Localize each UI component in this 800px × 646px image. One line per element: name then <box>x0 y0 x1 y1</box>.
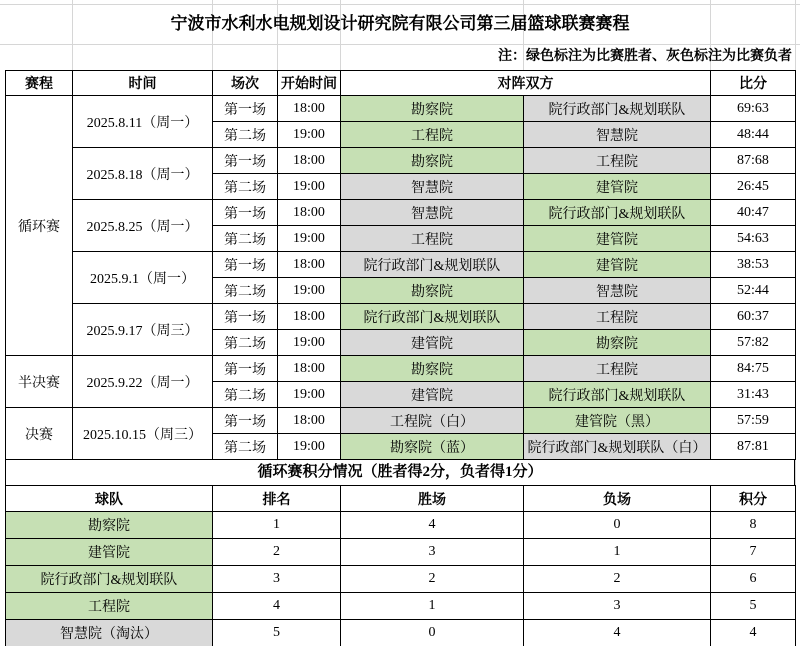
wins-cell: 3 <box>341 539 524 566</box>
game-cell: 第二场 <box>213 226 278 252</box>
team-a-cell: 工程院 <box>341 122 524 148</box>
score-cell: 69:63 <box>711 96 796 122</box>
schedule-header-row <box>6 71 796 96</box>
team-a-cell: 建管院 <box>341 382 524 408</box>
score-cell: 54:63 <box>711 226 796 252</box>
schedule-row <box>6 408 796 434</box>
schedule-row <box>6 356 796 382</box>
score-cell: 60:37 <box>711 304 796 330</box>
rank-cell: 1 <box>213 512 341 539</box>
date-cell: 2025.10.15（周三） <box>73 408 213 460</box>
header-points: 积分 <box>711 486 796 512</box>
header-rank: 排名 <box>213 486 341 512</box>
team-b-cell: 勘察院 <box>524 330 711 356</box>
time-cell: 19:00 <box>278 330 341 356</box>
team-a-cell: 勘察院 <box>341 278 524 304</box>
team-b-cell: 院行政部门&规划联队 <box>524 200 711 226</box>
team-b-cell: 院行政部门&规划联队（白） <box>524 434 711 460</box>
standings-row <box>6 512 796 539</box>
game-cell: 第二场 <box>213 382 278 408</box>
team-b-cell: 建管院 <box>524 252 711 278</box>
score-cell: 52:44 <box>711 278 796 304</box>
date-cell: 2025.9.22（周一） <box>73 356 213 408</box>
schedule-row <box>6 304 796 330</box>
team-a-cell: 勘察院 <box>341 356 524 382</box>
time-cell: 18:00 <box>278 408 341 434</box>
schedule-row <box>6 96 796 122</box>
team-b-cell: 工程院 <box>524 148 711 174</box>
losses-cell: 2 <box>524 566 711 593</box>
score-cell: 84:75 <box>711 356 796 382</box>
rank-cell: 4 <box>213 593 341 620</box>
standings-table <box>5 485 796 646</box>
team-cell: 智慧院（淘汰） <box>6 620 213 646</box>
standings-section-title: 循环赛积分情况（胜者得2分，负者得1分） <box>5 459 795 486</box>
losses-cell: 1 <box>524 539 711 566</box>
standings-row <box>6 593 796 620</box>
team-b-cell: 院行政部门&规划联队 <box>524 96 711 122</box>
time-cell: 19:00 <box>278 382 341 408</box>
score-cell: 26:45 <box>711 174 796 200</box>
date-cell: 2025.9.17（周三） <box>73 304 213 356</box>
page-title: 宁波市水利水电规划设计研究院有限公司第三届篮球联赛赛程 <box>170 14 630 33</box>
header-date: 时间 <box>73 71 213 96</box>
team-a-cell: 智慧院 <box>341 174 524 200</box>
schedule-row <box>6 200 796 226</box>
team-a-cell: 院行政部门&规划联队 <box>341 252 524 278</box>
score-cell: 40:47 <box>711 200 796 226</box>
time-cell: 18:00 <box>278 304 341 330</box>
game-cell: 第一场 <box>213 356 278 382</box>
score-cell: 87:81 <box>711 434 796 460</box>
team-a-cell: 院行政部门&规划联队 <box>341 304 524 330</box>
team-a-cell: 勘察院 <box>341 148 524 174</box>
game-cell: 第一场 <box>213 304 278 330</box>
schedule-row <box>6 148 796 174</box>
time-cell: 18:00 <box>278 96 341 122</box>
time-cell: 18:00 <box>278 356 341 382</box>
rank-cell: 5 <box>213 620 341 646</box>
losses-cell: 3 <box>524 593 711 620</box>
stage-cell: 循环赛 <box>6 96 73 356</box>
team-a-cell: 工程院（白） <box>341 408 524 434</box>
game-cell: 第二场 <box>213 174 278 200</box>
date-cell: 2025.8.11（周一） <box>73 96 213 148</box>
stage-cell: 半决赛 <box>6 356 73 408</box>
score-cell: 57:59 <box>711 408 796 434</box>
losses-cell: 0 <box>524 512 711 539</box>
standings-row <box>6 620 796 646</box>
header-score: 比分 <box>711 71 796 96</box>
time-cell: 19:00 <box>278 226 341 252</box>
time-cell: 18:00 <box>278 252 341 278</box>
stage-cell: 决赛 <box>6 408 73 460</box>
wins-cell: 4 <box>341 512 524 539</box>
standings-row <box>6 539 796 566</box>
game-cell: 第二场 <box>213 122 278 148</box>
score-cell: 57:82 <box>711 330 796 356</box>
header-game: 场次 <box>213 71 278 96</box>
team-b-cell: 工程院 <box>524 356 711 382</box>
points-cell: 7 <box>711 539 796 566</box>
legend-note: 注：绿色标注为比赛胜者、灰色标注为比赛负者 <box>498 49 792 64</box>
header-wins: 胜场 <box>341 486 524 512</box>
standings-row <box>6 566 796 593</box>
game-cell: 第二场 <box>213 330 278 356</box>
standings-header-row <box>6 486 796 512</box>
time-cell: 19:00 <box>278 122 341 148</box>
losses-cell: 4 <box>524 620 711 646</box>
date-cell: 2025.9.1（周一） <box>73 252 213 304</box>
team-a-cell: 建管院 <box>341 330 524 356</box>
game-cell: 第一场 <box>213 148 278 174</box>
team-a-cell: 智慧院 <box>341 200 524 226</box>
team-b-cell: 智慧院 <box>524 278 711 304</box>
wins-cell: 0 <box>341 620 524 646</box>
team-cell: 建管院 <box>6 539 213 566</box>
header-team: 球队 <box>6 486 213 512</box>
rank-cell: 3 <box>213 566 341 593</box>
team-b-cell: 工程院 <box>524 304 711 330</box>
team-cell: 勘察院 <box>6 512 213 539</box>
team-cell: 院行政部门&规划联队 <box>6 566 213 593</box>
game-cell: 第二场 <box>213 278 278 304</box>
schedule-table <box>5 70 796 460</box>
score-cell: 31:43 <box>711 382 796 408</box>
team-cell: 工程院 <box>6 593 213 620</box>
header-losses: 负场 <box>524 486 711 512</box>
team-b-cell: 建管院（黑） <box>524 408 711 434</box>
game-cell: 第二场 <box>213 434 278 460</box>
team-b-cell: 建管院 <box>524 174 711 200</box>
date-cell: 2025.8.18（周一） <box>73 148 213 200</box>
points-cell: 5 <box>711 593 796 620</box>
score-cell: 38:53 <box>711 252 796 278</box>
date-cell: 2025.8.25（周一） <box>73 200 213 252</box>
wins-cell: 2 <box>341 566 524 593</box>
team-a-cell: 勘察院（蓝） <box>341 434 524 460</box>
game-cell: 第一场 <box>213 96 278 122</box>
wins-cell: 1 <box>341 593 524 620</box>
game-cell: 第一场 <box>213 200 278 226</box>
header-matchup: 对阵双方 <box>341 71 711 96</box>
game-cell: 第一场 <box>213 408 278 434</box>
points-cell: 8 <box>711 512 796 539</box>
rank-cell: 2 <box>213 539 341 566</box>
header-stage: 赛程 <box>6 71 73 96</box>
points-cell: 6 <box>711 566 796 593</box>
time-cell: 18:00 <box>278 148 341 174</box>
schedule-row <box>6 252 796 278</box>
score-cell: 87:68 <box>711 148 796 174</box>
team-b-cell: 智慧院 <box>524 122 711 148</box>
time-cell: 18:00 <box>278 200 341 226</box>
time-cell: 19:00 <box>278 434 341 460</box>
team-b-cell: 建管院 <box>524 226 711 252</box>
score-cell: 48:44 <box>711 122 796 148</box>
points-cell: 4 <box>711 620 796 646</box>
time-cell: 19:00 <box>278 278 341 304</box>
team-a-cell: 勘察院 <box>341 96 524 122</box>
time-cell: 19:00 <box>278 174 341 200</box>
team-b-cell: 院行政部门&规划联队 <box>524 382 711 408</box>
team-a-cell: 工程院 <box>341 226 524 252</box>
game-cell: 第一场 <box>213 252 278 278</box>
header-start-time: 开始时间 <box>278 71 341 96</box>
